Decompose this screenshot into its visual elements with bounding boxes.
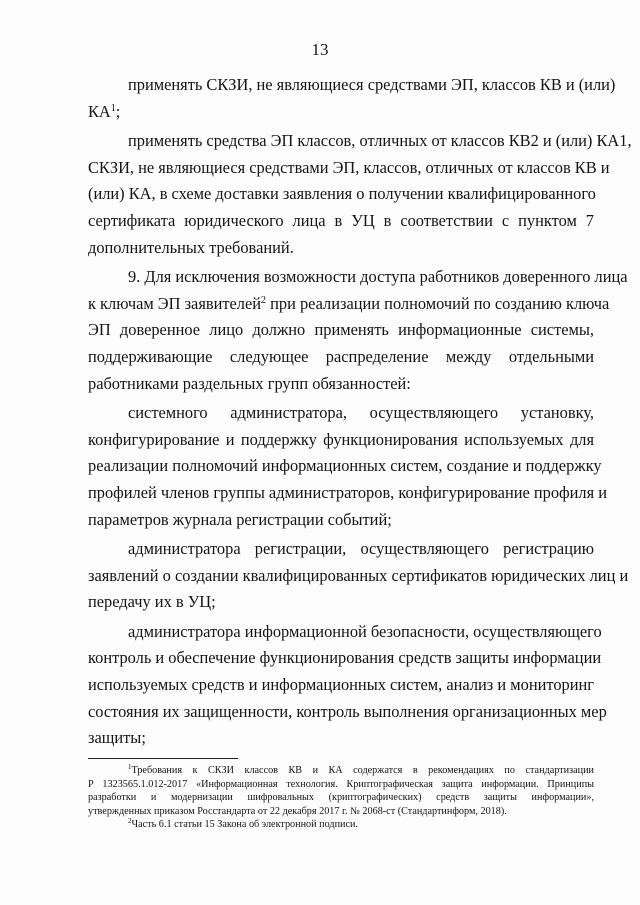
text-fragment: при реализации полномочий по созданию ключа xyxy=(266,293,610,313)
footnote-line: Р 1323565.1.012-2017 «Информационная технология. Криптографическая защита информации. Принципы xyxy=(88,778,594,790)
text-line: работниками раздельных групп обязанностей: xyxy=(88,373,411,393)
text-fragment: ; xyxy=(115,101,121,121)
text-line: реализации полномочий информационных систем, создание и поддержку xyxy=(88,456,602,476)
text-line: поддерживающие следующее распределение между отдельными xyxy=(88,346,594,366)
text-fragment: КА xyxy=(88,101,111,121)
text-line xyxy=(88,99,594,126)
text-fragment: к ключам ЭП заявителей xyxy=(88,293,262,313)
text-line: ЭП доверенное лицо должно применять информационные системы, xyxy=(88,320,594,340)
text-line: СКЗИ, не являющиеся средствами ЭП, классов, отличных от классов КВ и xyxy=(88,157,610,177)
text-line: конфигурирование и поддержку функционирования используемых для xyxy=(88,429,594,449)
text-line: используемых средств и информационных систем, анализ и мониторинг xyxy=(88,675,594,695)
text-line: контроль и обеспечение функционирования средств защиты информации xyxy=(88,648,602,668)
paragraph-use-ep-means xyxy=(88,128,632,261)
footnote-2 xyxy=(88,818,594,832)
paragraph-registration-admin xyxy=(88,536,629,616)
paragraph-system-admin xyxy=(88,400,608,533)
text-line: (или) КА, в схеме доставки заявления о получении квалифицированного xyxy=(88,184,596,204)
text-line: администратора информационной безопасности, осуществляющего xyxy=(128,621,602,641)
text-line: применять средства ЭП классов, отличных от классов КВ2 и (или) КА1, xyxy=(128,131,632,151)
footnote-marker: 1 xyxy=(128,763,132,771)
footnote-ref-2: 2 xyxy=(261,294,267,306)
paragraph-use-skzi xyxy=(88,72,616,125)
text-line: системного администратора, осуществляющего установку, xyxy=(128,403,594,423)
text-line: защиты; xyxy=(88,728,146,748)
text-line: сертификата юридического лица в УЦ в соответствии с пунктом 7 xyxy=(88,210,594,230)
text-line: применять СКЗИ, не являющиеся средствами ЭП, классов КВ и (или) xyxy=(128,75,616,94)
text-line: 9. Для исключения возможности доступа работников доверенного лица xyxy=(128,267,628,287)
text-line xyxy=(88,291,610,318)
body-text xyxy=(88,72,632,753)
footnote-divider xyxy=(88,758,238,759)
text-line: профилей членов группы администраторов, конфигурирование профиля и xyxy=(88,482,608,502)
text-line: дополнительных требований. xyxy=(88,237,294,257)
text-line: состояния их защищенности, контроль выполнения организационных мер xyxy=(88,701,607,721)
paragraph-security-admin xyxy=(88,619,607,752)
footnote-line: разработки и модернизации шифровальных (криптографических) средств защиты информации», xyxy=(88,792,594,804)
footnote-line: утвержденных приказом Росстандарта от 22 декабря 2017 г. № 2068-ст (Стандартинформ, 2018). xyxy=(88,805,507,817)
page-number: 13 xyxy=(311,40,329,59)
paragraph-item-9 xyxy=(88,264,628,397)
footnotes xyxy=(88,764,594,832)
footnote-ref-1: 1 xyxy=(110,102,116,114)
text-line: параметров журнала регистрации событий; xyxy=(88,509,392,529)
text-line: администратора регистрации, осуществляющего регистрацию xyxy=(128,539,594,559)
text-fragment: Часть 6.1 статьи 15 Закона об электронной подписи. xyxy=(131,819,359,831)
text-fragment: Требования к СКЗИ классов КВ и КА содержатся в рекомендациях по стандартизации xyxy=(131,765,594,776)
text-line: заявлений о создании квалифицированных сертификатов юридических лиц и xyxy=(88,565,629,585)
footnote-line xyxy=(88,818,594,832)
text-line: передачу их в УЦ; xyxy=(88,592,216,612)
footnote-1 xyxy=(88,764,594,818)
footnote-marker: 2 xyxy=(128,817,132,826)
footnote-line xyxy=(88,764,594,778)
